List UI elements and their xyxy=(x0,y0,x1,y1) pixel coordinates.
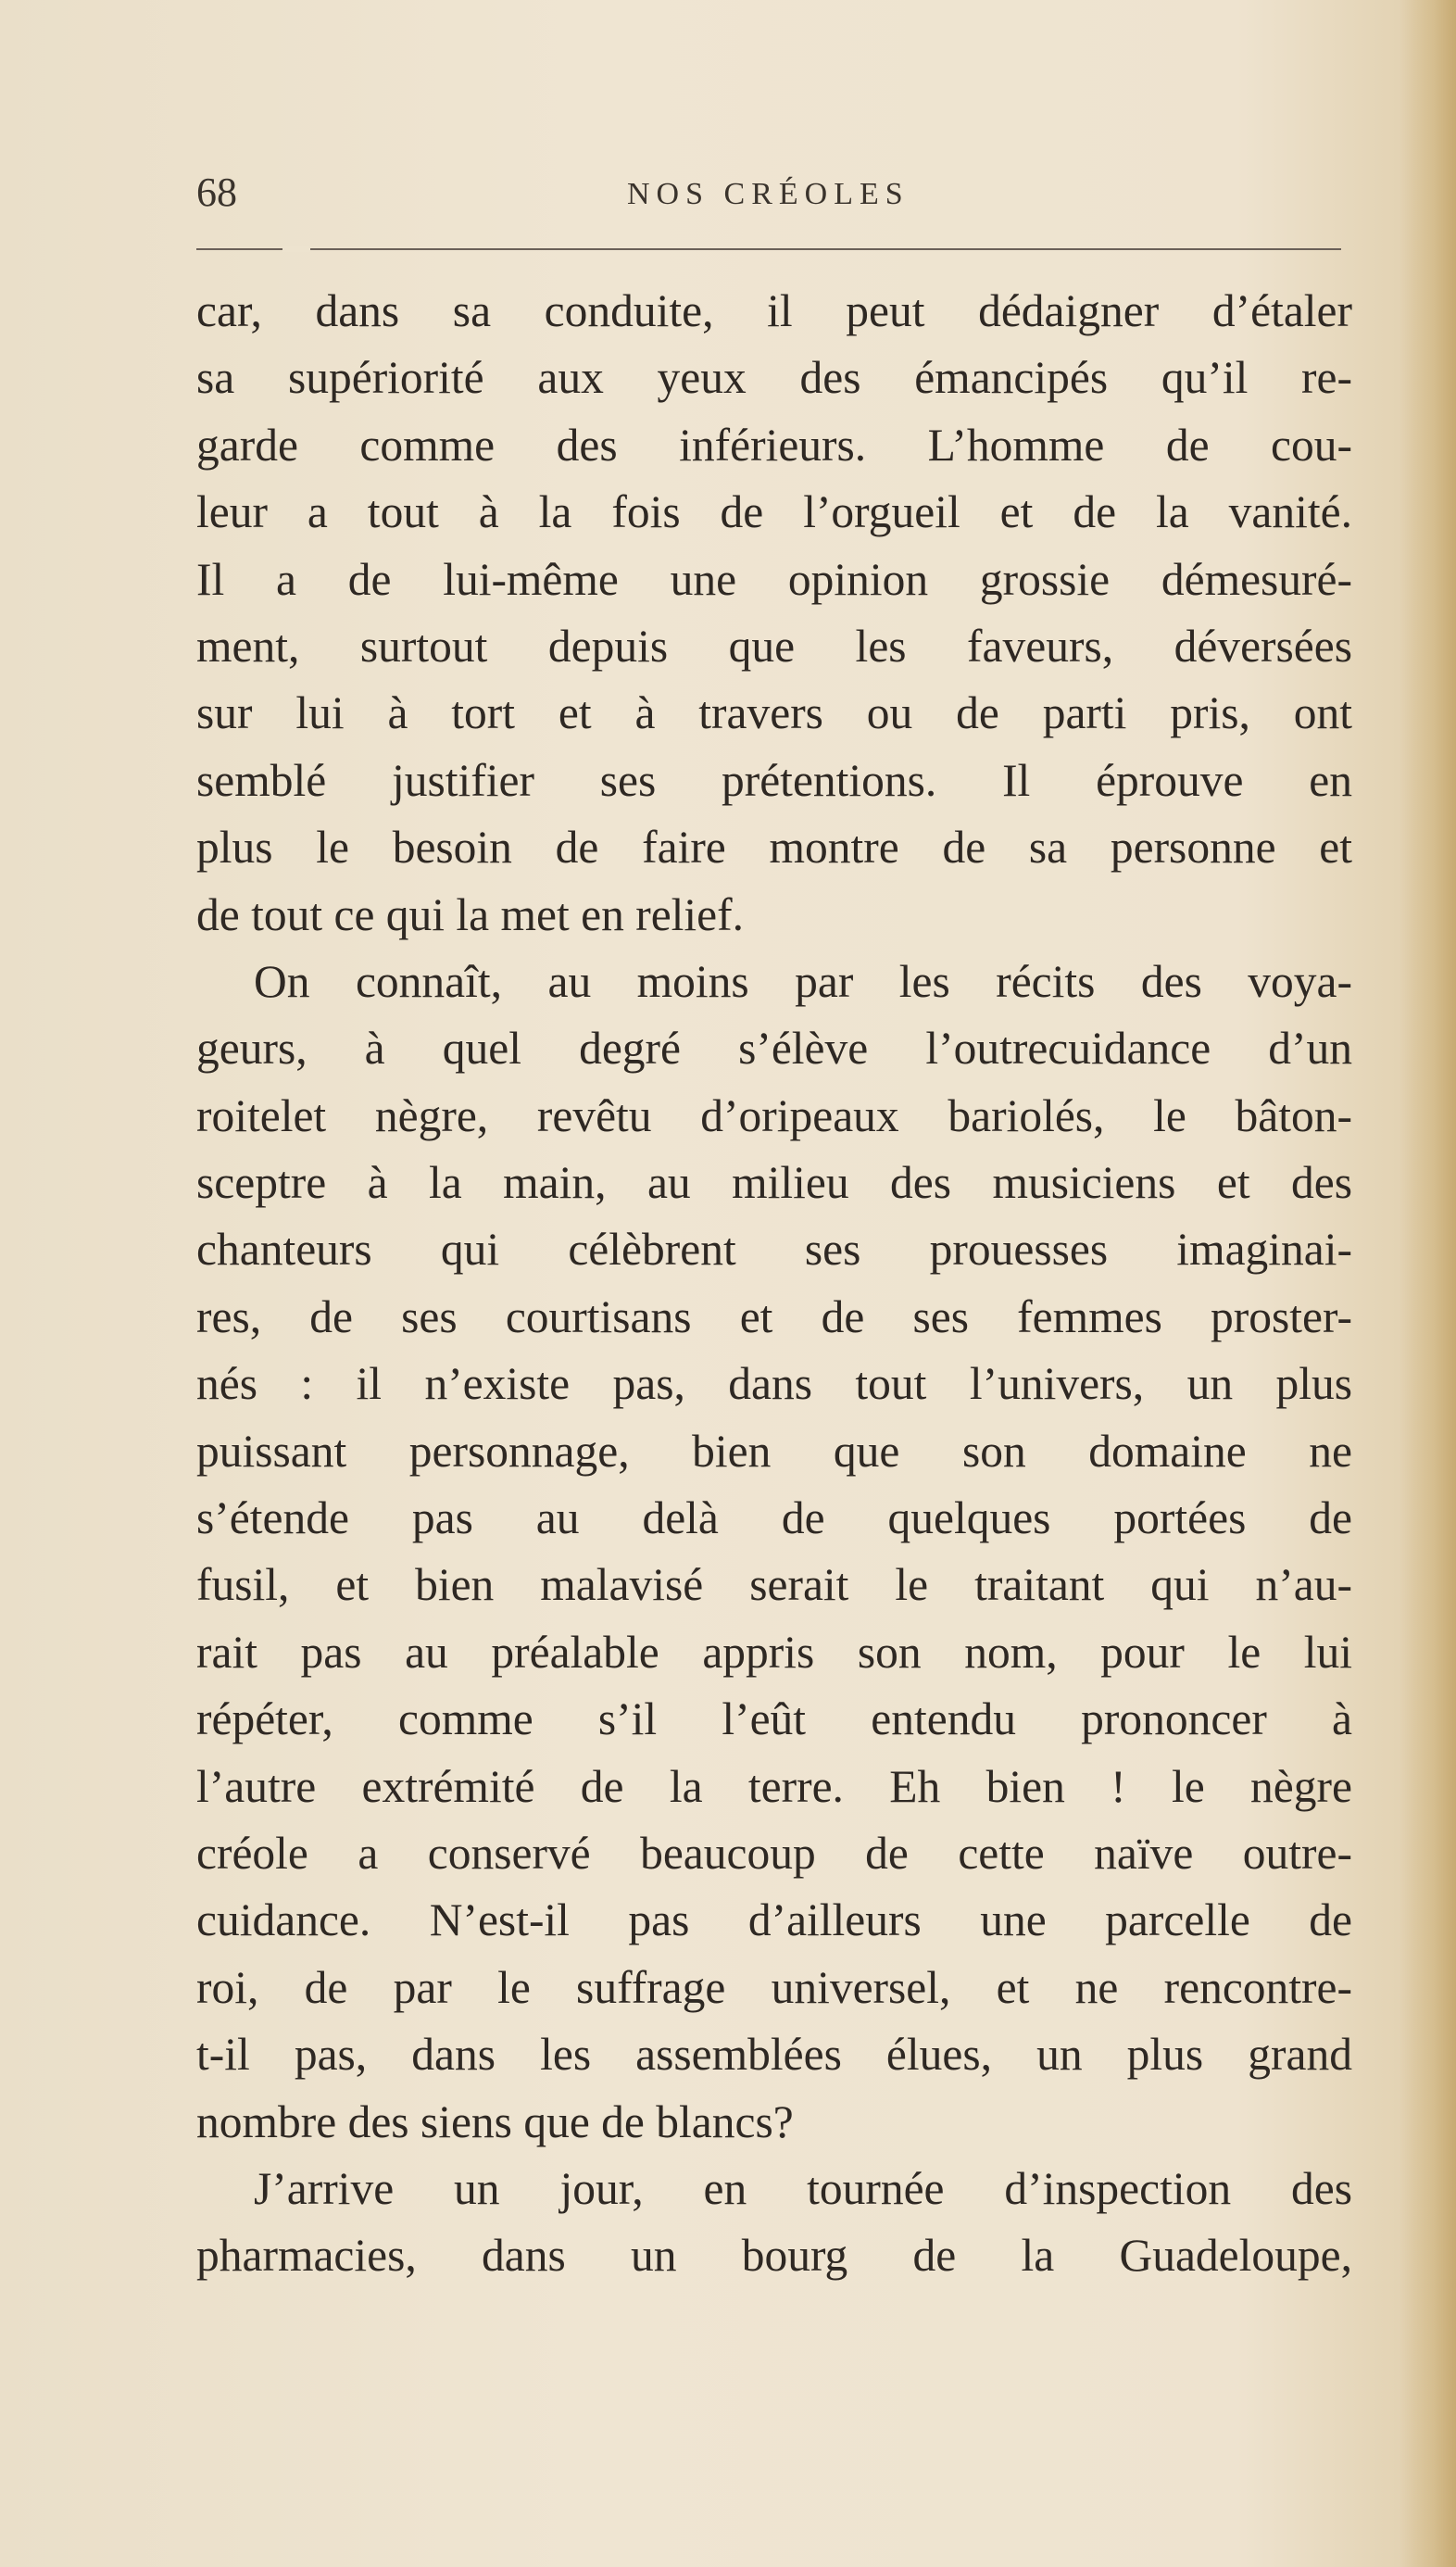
text-line-paragraph-start: J’arrive un jour, en tournée d’inspection des xyxy=(254,2162,1352,2214)
header-rule-gap xyxy=(282,246,310,252)
text-line: leur a tout à la fois de l’orgueil et de la vanité. xyxy=(196,486,1352,538)
text-line: l’autre extrémité de la terre. Eh bien ! le nègre xyxy=(196,1760,1352,1812)
body-text xyxy=(196,278,1352,2290)
text-line: car, dans sa conduite, il peut dédaigner d’étaler xyxy=(196,285,1352,336)
running-title: NOS CRÉOLES xyxy=(627,177,910,211)
text-line: rait pas au préalable appris son nom, pour le lui xyxy=(196,1626,1352,1678)
text-line: res, de ses courtisans et de ses femmes proster- xyxy=(196,1290,1352,1342)
text-line: garde comme des inférieurs. L’homme de cou- xyxy=(196,419,1352,471)
text-line: sa supériorité aux yeux des émancipés qu’il re- xyxy=(196,352,1352,404)
text-line: répéter, comme s’il l’eût entendu prononcer à xyxy=(196,1693,1352,1745)
text-line: sur lui à tort et à travers ou de parti pris, ont xyxy=(196,687,1352,739)
text-line: créole a conservé beaucoup de cette naïve outre- xyxy=(196,1827,1352,1879)
text-line: plus le besoin de faire montre de sa personne et xyxy=(196,822,1352,874)
text-line: semblé justifier ses prétentions. Il éprouve en xyxy=(196,754,1352,806)
text-line: Il a de lui-même une opinion grossie démesuré- xyxy=(196,553,1352,605)
text-line: roitelet nègre, revêtu d’oripeaux bariolés, le bâton- xyxy=(196,1089,1352,1141)
text-line: s’étende pas au delà de quelques portées de xyxy=(196,1492,1352,1544)
text-line: t-il pas, dans les assemblées élues, un plus grand xyxy=(196,2029,1352,2081)
text-line: chanteurs qui célèbrent ses prouesses imaginai- xyxy=(196,1224,1352,1276)
text-line: cuidance. N’est-il pas d’ailleurs une parcelle de xyxy=(196,1894,1352,1946)
text-line: roi, de par le suffrage universel, et ne rencontre- xyxy=(196,1961,1352,2013)
text-line: nés : il n’existe pas, dans tout l’univers, un plus xyxy=(196,1358,1352,1410)
text-line: fusil, et bien malavisé serait le traitant qui n’au- xyxy=(196,1559,1352,1611)
page-header xyxy=(196,165,1341,220)
text-line: sceptre à la main, au milieu des musiciens et des xyxy=(196,1157,1352,1209)
text-line-paragraph-end: nombre des siens que de blancs? xyxy=(196,2095,794,2147)
header-rule xyxy=(196,248,1341,250)
text-line: pharmacies, dans un bourg de la Guadeloupe, xyxy=(196,2230,1352,2282)
text-line-paragraph-start: On connaît, au moins par les récits des voya- xyxy=(254,955,1352,1007)
page-number: 68 xyxy=(196,170,237,215)
text-line: geurs, à quel degré s’élève l’outrecuidance d’un xyxy=(196,1023,1352,1075)
page-edge-shadow xyxy=(1400,0,1456,2567)
text-line-paragraph-end: de tout ce qui la met en relief. xyxy=(196,888,745,940)
text-line: puissant personnage, bien que son domaine ne xyxy=(196,1425,1352,1477)
text-line: ment, surtout depuis que les faveurs, déversées xyxy=(196,620,1352,672)
